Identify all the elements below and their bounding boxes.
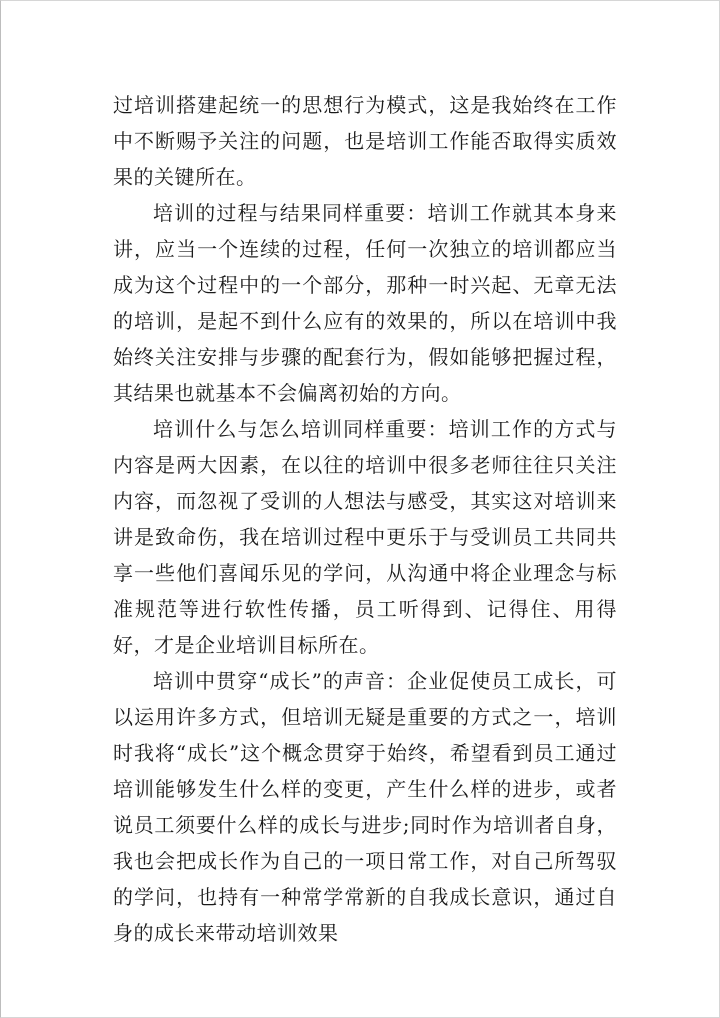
paragraph-growth: 培训中贯穿“成长”的声音：企业促使员工成长，可以运用许多方式，但培训无疑是重要的方式之一，培训时我将“成长”这个概念贯穿于始终，希望看到员工通过培训能够发生什么样的变更，产生什么样的进步，或者说员工须要什么样的成长与进步;同时作为培训者自身，我也会把成长作为自己的一项日常工作，对自己所驾驭的学问，也持有一种常学常新的自我成长意识，通过自身的成长来带动培训效果 [113, 669, 617, 945]
paragraph-what-and-how: 培训什么与怎么培训同样重要：培训工作的方式与内容是两大因素，在以往的培训中很多老师往往只关注内容，而忽视了受训的人想法与感受，其实这对培训来讲是致命伤，我在培训过程中更乐于与受训员工共同共享一些他们喜闻乐见的学问，从沟通中将企业理念与标准规范等进行软性传播，员工听得到、记得住、用得好，才是企业培训目标所在。 [113, 417, 617, 657]
document-body [113, 87, 617, 951]
paragraph-process-and-result: 培训的过程与结果同样重要：培训工作就其本身来讲，应当一个连续的过程，任何一次独立的培训都应当成为这个过程中的一个部分，那种一时兴起、无章无法的培训，是起不到什么应有的效果的，所以在培训中我始终关注安排与步骤的配套行为，假如能够把握过程，其结果也就基本不会偏离初始的方向。 [113, 201, 617, 405]
paragraph-continued: 过培训搭建起统一的思想行为模式，这是我始终在工作中不断赐予关注的问题，也是培训工作能否取得实质效果的关键所在。 [113, 93, 617, 189]
